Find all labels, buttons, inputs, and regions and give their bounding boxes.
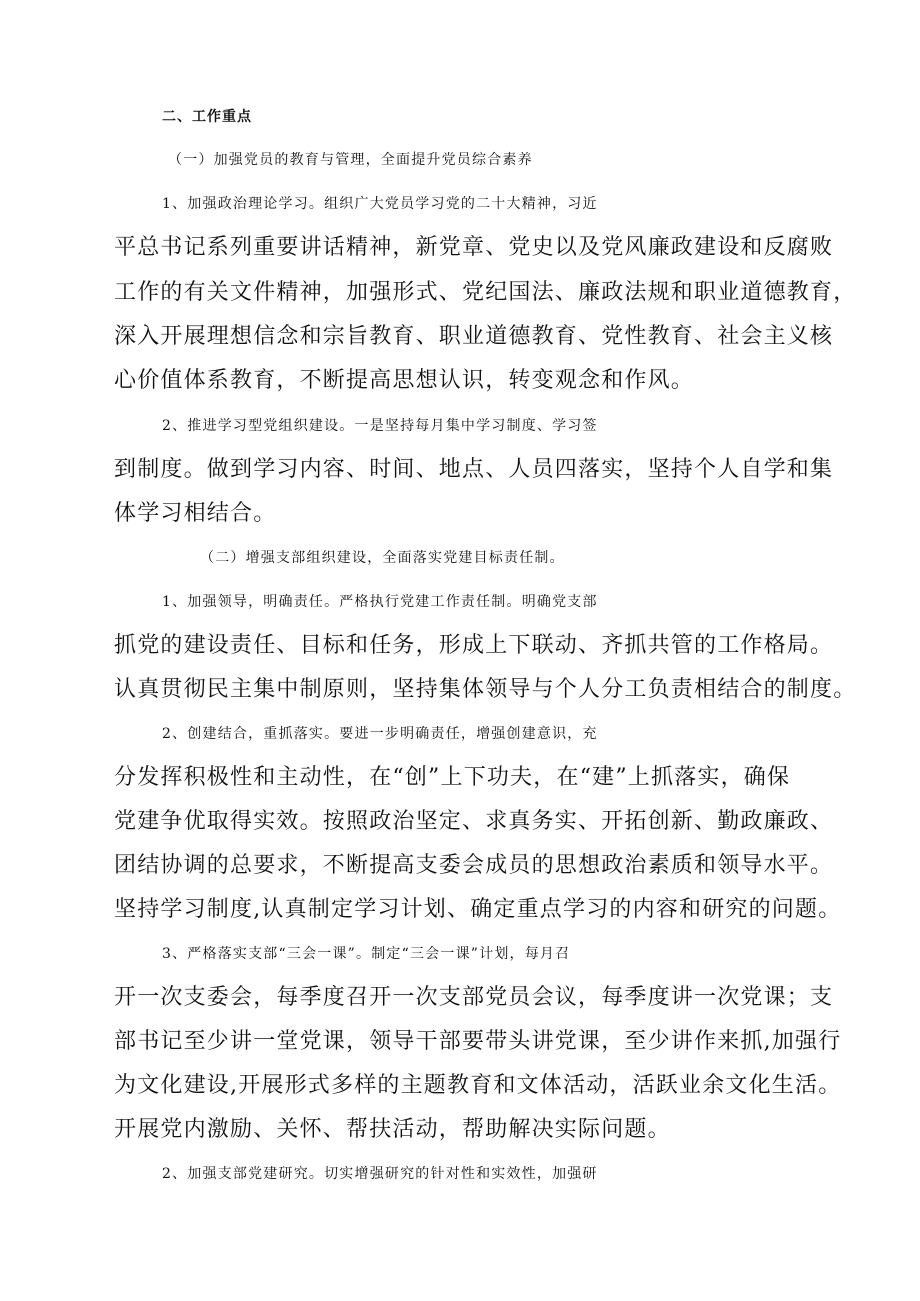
paragraph-4-line-1: 2、创建结合，重抓落实。要进一步明确责任，增强创建意识，充: [162, 726, 598, 742]
paragraph-4-line-4: 团结协调的总要求，不断提高支委会成员的思想政治素质和领导水平。: [114, 853, 834, 878]
paragraph-2-line-2: 到制度。做到学习内容、时间、地点、人员四落实，坚持个人自学和集: [114, 457, 834, 482]
paragraph-6-line-1: 2、加强支部党建研究。切实增强研究的针对性和实效性，加强研: [162, 1166, 598, 1182]
paragraph-1-line-1: 1、加强政治理论学习。组织广大党员学习党的二十大精神，习近: [162, 196, 598, 212]
paragraph-4-line-2: 分发挥积极性和主动性，在“创”上下功夫，在“建”上抓落实，确保: [114, 765, 791, 790]
paragraph-3-line-1: 1、加强领导，明确责任。严格执行党建工作责任制。明确党支部: [162, 594, 598, 610]
paragraph-1-line-2: 平总书记系列重要讲话精神，新党章、党史以及党风廉政建设和反腐败: [114, 235, 834, 260]
paragraph-4-line-3: 党建争优取得实效。按照政治坚定、求真务实、开拓创新、勤政廉政、: [114, 809, 834, 834]
paragraph-3-line-3: 认真贯彻民主集中制原则，坚持集体领导与个人分工负责相结合的制度。: [114, 677, 857, 702]
paragraph-2-line-1: 2、推进学习型党组织建设。一是坚持每月集中学习制度、学习签: [162, 418, 598, 434]
subheading-1: （一）加强党员的教育与管理，全面提升党员综合素养: [168, 152, 533, 168]
paragraph-5-line-2: 开一次支委会，每季度召开一次支部党员会议，每季度讲一次党课；支: [114, 985, 834, 1010]
paragraph-5-line-5: 开展党内激励、关怀、帮扶活动，帮助解决实际问题。: [114, 1117, 671, 1142]
paragraph-1-line-3: 工作的有关文件精神，加强形式、党纪国法、廉政法规和职业道德教育，: [114, 280, 857, 305]
section-heading: 二、工作重点: [162, 109, 252, 125]
paragraph-1-line-4: 深入开展理想信念和宗旨教育、职业道德教育、党性教育、社会主义核: [114, 324, 834, 349]
paragraph-5-line-4: 为文化建设,开展形式多样的主题教育和文体活动，活跃业余文化生活。: [114, 1073, 842, 1098]
paragraph-1-line-5: 心价值体系教育，不断提高思想认识，转变观念和作风。: [114, 368, 695, 393]
subheading-2: （二）增强支部组织建设，全面落实党建目标责任制。: [200, 550, 565, 566]
paragraph-5-line-1: 3、严格落实支部“三会一课”。制定“三会一课”计划，每月召: [162, 946, 571, 962]
paragraph-5-line-3: 部书记至少讲一堂党课，领导干部要带头讲党课，至少讲作来抓,加强行: [114, 1029, 842, 1054]
paragraph-4-line-5: 坚持学习制度,认真制定学习计划、确定重点学习的内容和研究的问题。: [114, 897, 842, 922]
paragraph-2-line-3: 体学习相结合。: [114, 501, 277, 526]
paragraph-3-line-2: 抓党的建设责任、目标和任务，形成上下联动、齐抓共管的工作格局。: [114, 633, 834, 658]
